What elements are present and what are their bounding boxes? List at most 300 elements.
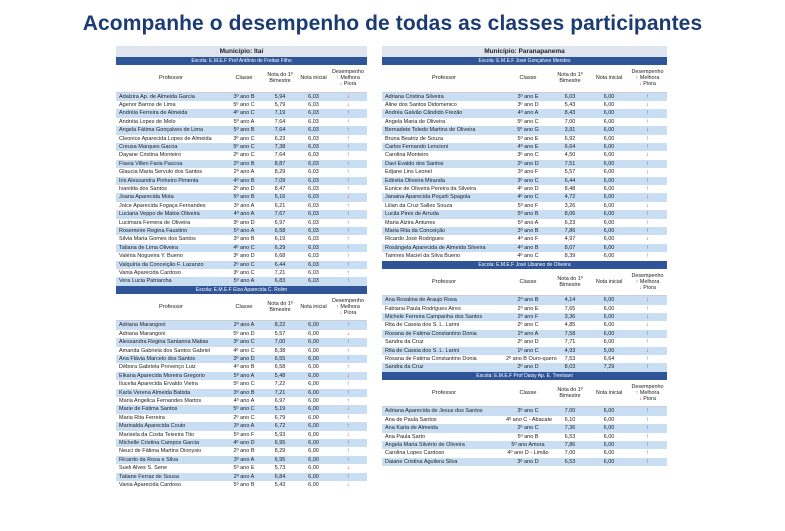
performance-cell xyxy=(628,135,667,143)
performance-cell xyxy=(628,296,667,305)
arrow-up-icon: ↑ xyxy=(346,414,350,421)
legend-piora xyxy=(628,396,667,402)
class-name: 3º ano F xyxy=(517,169,539,176)
table-row xyxy=(382,363,667,371)
table-row xyxy=(382,313,667,321)
header-nota-inicial: Nota inicial xyxy=(298,65,329,92)
grade-first-bimester: 6,19 xyxy=(274,236,286,243)
grade-initial: 6,00 xyxy=(590,160,628,168)
grade-first-bimester: 4,97 xyxy=(564,236,576,243)
performance-cell xyxy=(628,210,667,218)
arrow-up-icon: ↑ xyxy=(646,185,649,192)
grade-first-bimester: 6,53 xyxy=(550,458,590,466)
grade-first-bimester: 7,38 xyxy=(262,143,298,151)
class-name: 3º ano D xyxy=(226,355,262,363)
page-title: Acompanhe o desempenho de todas as classes participantes xyxy=(82,12,703,35)
grade-initial: 6,03 xyxy=(308,135,319,142)
teacher-name: Lilian da Cruz Salles Souza xyxy=(385,202,453,209)
grade-initial: 6,00 xyxy=(590,441,628,449)
class-name: 2º ano B xyxy=(226,160,262,168)
performance-cell xyxy=(329,277,367,285)
legend-piora xyxy=(329,81,367,87)
grade-initial: 6,00 xyxy=(590,109,628,117)
teacher-name: Sandra da Cruz xyxy=(382,363,506,371)
grade-first-bimester: 5,94 xyxy=(262,92,298,101)
arrow-down-icon: ↓ xyxy=(346,330,350,337)
class-name: 5º ano C xyxy=(233,381,255,388)
arrow-up-icon: ↑ xyxy=(646,339,649,346)
grade-initial: 6,00 xyxy=(298,321,329,330)
performance-cell xyxy=(329,185,367,193)
performance-cell xyxy=(329,227,367,235)
table-row xyxy=(382,305,667,313)
teacher-name: Adriana Cristina Silveira xyxy=(382,92,506,101)
class-name: 2º ano A xyxy=(506,330,550,338)
grade-initial: 6,00 xyxy=(603,152,615,159)
teacher-name: Ana Rosalina de Araujo Rosa xyxy=(382,296,506,305)
performance-cell xyxy=(628,407,667,416)
arrow-down-icon: ↓ xyxy=(646,236,649,243)
class-name: 4º ano B xyxy=(506,244,550,252)
performance-cell xyxy=(329,193,367,201)
teacher-name: Rosana de Fatima Constantino Donia xyxy=(382,330,506,338)
class-name: 4º ano A xyxy=(233,398,255,404)
class-name: 2º ano D xyxy=(506,160,550,168)
arrow-up-icon: ↑ xyxy=(646,458,649,465)
grade-initial: 6,00 xyxy=(590,458,628,466)
table-row xyxy=(116,481,367,489)
arrow-up-icon: ↑ xyxy=(635,278,640,285)
teacher-name: Neuci de Fátima Martins Dionysio xyxy=(119,448,202,455)
grade-initial: 5,00 xyxy=(590,347,628,355)
legend-piora-label: Piora xyxy=(343,81,357,88)
teacher-name: Adriana Marangoni xyxy=(119,330,166,337)
class-name: 5º ano C xyxy=(233,101,255,108)
teacher-name: Janaina Aparecida Poçarli Spagola xyxy=(382,193,506,201)
performance-cell xyxy=(329,118,367,126)
teacher-name: Amanda Gabriela dos Santos Gabriel xyxy=(119,347,211,354)
teacher-name: Débora Gabriela Provenço Luiz xyxy=(119,364,196,371)
table-row xyxy=(382,219,667,227)
header-professor: Professor xyxy=(116,294,226,321)
teacher-name: Angela Fátima Gonçalves de Lima xyxy=(116,126,226,134)
class-name: 2º ano A xyxy=(226,473,262,481)
teacher-name: Carolina Monteiro xyxy=(385,152,429,159)
performance-cell xyxy=(628,252,667,260)
grade-initial: 6,00 xyxy=(590,177,628,185)
arrow-up-icon: ↑ xyxy=(646,305,649,312)
teacher-name: Sueli Alves S. Sene xyxy=(119,465,168,472)
legend-melhora-label: Melhora xyxy=(639,75,660,82)
arrow-up-icon: ↑ xyxy=(646,330,649,337)
table-row xyxy=(116,321,367,330)
teacher-name: Aline dos Santos Didomenico xyxy=(385,101,457,108)
arrow-up-icon: ↑ xyxy=(646,143,649,150)
arrow-up-icon: ↑ xyxy=(346,398,350,404)
grade-first-bimester: 6,58 xyxy=(274,364,286,371)
class-name: 2º ano B xyxy=(506,296,550,305)
grade-first-bimester: 6,55 xyxy=(262,355,298,363)
right-column xyxy=(382,46,667,466)
arrow-up-icon: ↑ xyxy=(346,211,350,218)
grade-initial: 6,03 xyxy=(298,261,329,269)
performance-cell xyxy=(329,151,367,159)
table-row xyxy=(382,185,667,193)
arrow-up-icon: ↑ xyxy=(646,228,649,234)
grade-initial: 6,00 xyxy=(603,135,615,142)
table-row xyxy=(382,210,667,218)
arrow-up-icon: ↑ xyxy=(346,135,350,142)
table-row xyxy=(116,269,367,277)
header-nota-inicial: Nota inicial xyxy=(590,269,628,296)
grade-first-bimester: 8,43 xyxy=(550,109,590,117)
performance-cell xyxy=(329,464,367,472)
performance-cell xyxy=(628,355,667,363)
grade-first-bimester: 6,21 xyxy=(274,202,286,209)
class-name: 5º ano B xyxy=(506,210,550,218)
grade-initial: 6,00 xyxy=(590,244,628,252)
table-row xyxy=(116,185,367,193)
class-name: 3º ano C xyxy=(506,177,550,185)
grade-initial: 6,00 xyxy=(590,407,628,416)
table-row xyxy=(116,439,367,447)
grade-initial: 6,03 xyxy=(308,101,319,108)
legend-piora xyxy=(628,285,667,291)
table-row xyxy=(382,330,667,338)
header-classe: Classe xyxy=(226,65,262,92)
class-name: 4º ano C - Abacate xyxy=(506,416,553,423)
arrow-up-icon: ↑ xyxy=(346,244,350,251)
class-name: 4º ano D xyxy=(517,185,539,192)
legend-melhora-label: Melhora xyxy=(639,390,660,397)
grade-initial: 6,03 xyxy=(298,244,329,252)
performance-cell xyxy=(628,151,667,159)
grade-initial: 6,03 xyxy=(298,92,329,101)
grade-initial: 6,00 xyxy=(603,450,615,457)
header-desempenho-label: Desempenho xyxy=(631,69,664,76)
performance-table xyxy=(382,269,667,372)
grade-first-bimester: 7,53 xyxy=(564,355,576,362)
class-name: 5º ano C xyxy=(226,405,262,413)
grade-first-bimester: 8,06 xyxy=(550,210,590,218)
table-row xyxy=(382,244,667,252)
teacher-name: Ana de Paula Santos xyxy=(385,416,437,423)
grade-first-bimester: 3,26 xyxy=(564,202,576,209)
performance-cell xyxy=(628,109,667,117)
arrow-up-icon: ↑ xyxy=(646,416,649,423)
performance-cell xyxy=(329,321,367,330)
table-row xyxy=(382,407,667,416)
grade-first-bimester: 6,92 xyxy=(564,135,576,142)
grade-initial: 6,00 xyxy=(308,381,319,388)
teacher-name: Marinalda Aparecida Couto xyxy=(116,422,226,430)
grade-first-bimester: 7,00 xyxy=(550,407,590,416)
grade-first-bimester: 5,73 xyxy=(274,465,286,472)
table-row xyxy=(382,433,667,441)
arrow-down-icon: ↓ xyxy=(346,482,350,489)
grade-first-bimester: 7,51 xyxy=(550,160,590,168)
table-row xyxy=(382,202,667,210)
arrow-down-icon: ↓ xyxy=(346,194,350,201)
table-row xyxy=(382,321,667,329)
header-desempenho xyxy=(628,269,667,296)
arrow-up-icon: ↑ xyxy=(646,118,649,125)
table-row xyxy=(382,160,667,168)
teacher-name: Davi Evaldo dos Santos xyxy=(382,160,506,168)
arrow-up-icon: ↑ xyxy=(646,160,649,167)
class-name: 2º ano C xyxy=(517,322,539,329)
arrow-up-icon: ↑ xyxy=(346,169,350,176)
teacher-name: Edinéia Oliveira Miranda xyxy=(382,177,506,185)
teacher-name: Iris Alessandra Pinheiro Pimenta xyxy=(116,177,226,185)
class-name: 3º ano B xyxy=(226,389,262,397)
performance-cell xyxy=(628,185,667,193)
teacher-name: Elkana Aparecida Moreira Gregorio xyxy=(116,372,226,380)
performance-cell xyxy=(628,305,667,313)
grade-first-bimester: 8,29 xyxy=(274,448,286,455)
grade-first-bimester: 7,64 xyxy=(274,118,286,125)
grade-first-bimester: 7,67 xyxy=(262,210,298,218)
grade-initial: 6,00 xyxy=(590,313,628,321)
performance-cell xyxy=(628,202,667,210)
table-row xyxy=(116,380,367,388)
performance-cell xyxy=(329,330,367,338)
table-row xyxy=(382,449,667,457)
table-row xyxy=(116,389,367,397)
teacher-name: Angela Maria Silvério de Oliveira xyxy=(382,441,506,449)
class-name: 2º ano D xyxy=(506,363,550,371)
grade-first-bimester: 7,64 xyxy=(262,126,298,134)
table-row xyxy=(116,126,367,134)
table-row xyxy=(382,168,667,176)
arrow-up-icon: ↑ xyxy=(346,381,350,388)
performance-cell xyxy=(329,380,367,388)
class-name: 4º ano C xyxy=(226,109,262,117)
grade-initial: 6,00 xyxy=(603,322,615,329)
table-row xyxy=(382,355,667,363)
legend-piora-label: Piora xyxy=(643,284,656,291)
arrow-up-icon: ↑ xyxy=(346,160,350,167)
header-desempenho xyxy=(329,65,367,92)
performance-cell xyxy=(628,424,667,432)
arrow-down-icon: ↓ xyxy=(646,101,649,108)
grade-first-bimester: 6,10 xyxy=(564,416,576,423)
teacher-name: Lucila Pires de Arruda xyxy=(382,210,506,218)
header-professor: Professor xyxy=(116,65,226,92)
grade-first-bimester: 6,58 xyxy=(262,227,298,235)
table-row xyxy=(116,235,367,243)
table-row xyxy=(116,338,367,346)
performance-cell xyxy=(628,433,667,441)
grade-first-bimester: 3,36 xyxy=(550,313,590,321)
grade-initial: 6,03 xyxy=(308,270,319,277)
performance-cell xyxy=(628,313,667,321)
table-row xyxy=(116,261,367,269)
grade-initial: 6,64 xyxy=(603,355,615,362)
school-header: Escola: E.M.E.F Prof Daisy Ap. E. Trevisani xyxy=(382,372,667,380)
class-name: 5º ano F xyxy=(233,431,255,438)
grade-first-bimester: 6,29 xyxy=(262,244,298,252)
grade-first-bimester: 7,21 xyxy=(262,389,298,397)
table-row xyxy=(116,135,367,143)
performance-cell xyxy=(329,363,367,371)
arrow-up-icon: ↑ xyxy=(646,408,649,415)
class-name: 3º ano B xyxy=(226,92,262,101)
performance-cell xyxy=(329,168,367,176)
performance-cell xyxy=(628,338,667,346)
grade-first-bimester: 8,07 xyxy=(550,244,590,252)
class-name: 4º ano B xyxy=(226,177,262,185)
grade-first-bimester: 3,91 xyxy=(550,126,590,134)
grade-first-bimester: 5,43 xyxy=(274,482,286,489)
grade-first-bimester: 7,64 xyxy=(274,152,286,159)
performance-cell xyxy=(628,347,667,355)
table-row xyxy=(382,118,667,126)
grade-first-bimester: 7,00 xyxy=(262,338,298,346)
table-row xyxy=(116,473,367,481)
arrow-up-icon: ↑ xyxy=(646,135,649,142)
arrow-down-icon: ↓ xyxy=(646,322,649,329)
grade-first-bimester: 8,38 xyxy=(274,347,286,354)
performance-cell xyxy=(329,219,367,227)
grade-first-bimester: 6,72 xyxy=(262,422,298,430)
performance-cell xyxy=(329,473,367,481)
grade-first-bimester: 6,83 xyxy=(262,277,298,285)
teacher-name: Luciana Veppo de Matos Oliveira xyxy=(116,210,226,218)
performance-table xyxy=(382,380,667,466)
arrow-up-icon: ↑ xyxy=(646,355,649,362)
class-name: 3º ano C xyxy=(517,152,539,159)
arrow-up-icon: ↑ xyxy=(635,390,640,397)
teacher-name: Andréia Ferreira de Almeida xyxy=(116,109,226,117)
teacher-name: Silvia Maria Gomes dos Santos xyxy=(119,236,196,243)
grade-initial: 6,03 xyxy=(298,177,329,185)
class-name: 3º ano E xyxy=(506,92,550,101)
grade-first-bimester: 7,21 xyxy=(274,270,286,277)
grade-initial: 6,03 xyxy=(308,202,319,209)
arrow-up-icon: ↑ xyxy=(346,219,350,226)
teacher-name: Valéria Nogueira Y. Bueno xyxy=(119,253,183,260)
teacher-name: Edjane Lins Leonel xyxy=(385,169,432,176)
arrow-up-icon: ↑ xyxy=(346,253,350,260)
arrow-up-icon: ↑ xyxy=(346,118,350,125)
header-desempenho xyxy=(329,294,367,321)
teacher-name: Lucimara Ferreira de Oliveira xyxy=(119,219,191,226)
class-name: 5º ano B xyxy=(226,126,262,134)
arrow-up-icon: ↑ xyxy=(346,440,350,447)
performance-cell xyxy=(628,193,667,201)
grade-initial: 6,00 xyxy=(590,424,628,432)
performance-cell xyxy=(329,405,367,413)
grade-initial: 6,00 xyxy=(308,448,319,455)
grade-initial: 6,00 xyxy=(590,143,628,151)
arrow-up-icon: ↑ xyxy=(346,448,350,455)
performance-cell xyxy=(628,177,667,185)
performance-cell xyxy=(329,109,367,117)
class-name: 3º ano A xyxy=(226,422,262,430)
class-name: 3º ano C xyxy=(233,270,255,277)
teacher-name: Fabiana Paula Rodrigues Aires xyxy=(385,305,461,312)
class-name: 5º ano B xyxy=(517,433,539,440)
class-name: 3º ano B xyxy=(233,236,255,243)
teacher-name: Joana Aparecida Mota xyxy=(116,193,226,201)
grade-initial: 6,00 xyxy=(603,169,615,176)
arrow-up-icon: ↑ xyxy=(346,473,350,480)
performance-cell xyxy=(628,227,667,235)
table-row xyxy=(382,235,667,243)
table-row xyxy=(116,219,367,227)
arrow-up-icon: ↑ xyxy=(646,253,649,260)
table-row xyxy=(382,177,667,185)
arrow-down-icon: ↓ xyxy=(639,284,644,291)
grade-first-bimester: 8,39 xyxy=(564,253,576,260)
grade-initial: 6,00 xyxy=(298,473,329,481)
class-name: 3º ano D xyxy=(517,101,539,108)
grade-first-bimester: 7,22 xyxy=(274,381,286,388)
grade-initial: 6,03 xyxy=(298,210,329,218)
class-name: 3º ano A xyxy=(226,456,262,464)
arrow-down-icon: ↓ xyxy=(646,347,649,354)
teacher-name: Bruna Beatriz de Souza xyxy=(385,135,444,142)
grade-first-bimester: 4,14 xyxy=(550,296,590,305)
grade-initial: 6,00 xyxy=(308,431,319,438)
performance-cell xyxy=(628,363,667,371)
grade-first-bimester: 6,03 xyxy=(550,92,590,101)
arrow-up-icon: ↑ xyxy=(646,244,649,251)
grade-initial: 6,00 xyxy=(603,101,615,108)
performance-cell xyxy=(628,143,667,151)
legend-melhora-label: Melhora xyxy=(340,75,360,82)
header-nota-inicial: Nota inicial xyxy=(590,65,628,92)
table-row xyxy=(116,397,367,405)
arrow-up-icon: ↑ xyxy=(346,202,350,209)
teacher-name: Rosângela Aparecida de Almeida Silveira xyxy=(382,244,506,252)
arrow-down-icon: ↓ xyxy=(346,431,350,438)
grade-first-bimester: 6,23 xyxy=(274,135,286,142)
grade-first-bimester: 8,87 xyxy=(262,160,298,168)
teacher-name: Maria Alzira Antunes xyxy=(385,219,436,226)
arrow-down-icon: ↓ xyxy=(346,93,350,100)
performance-table xyxy=(116,294,367,490)
class-name: 5º ano E xyxy=(517,135,539,142)
teacher-name: Bernadete Toledo Martins de Oliveira xyxy=(382,126,506,134)
class-name: 3º ano D xyxy=(233,253,255,260)
class-name: 5º ano Amora xyxy=(506,441,550,449)
grade-initial: 6,00 xyxy=(308,364,319,371)
class-name: 5º ano A xyxy=(226,372,262,380)
grade-first-bimester: 7,19 xyxy=(262,109,298,117)
performance-cell xyxy=(628,160,667,168)
arrow-up-icon: ↑ xyxy=(646,93,649,100)
class-name: 5º ano B xyxy=(226,193,262,201)
grade-initial: 6,00 xyxy=(590,193,628,201)
grade-first-bimester: 7,65 xyxy=(564,305,576,312)
class-name: 3º ano A xyxy=(233,202,255,209)
class-name: 4º ano C xyxy=(517,253,539,260)
grade-initial: 6,00 xyxy=(298,355,329,363)
grade-first-bimester: 8,29 xyxy=(274,169,286,176)
grade-first-bimester: 6,95 xyxy=(262,439,298,447)
teacher-name: Valquíria da Conceição F. Lazanzo xyxy=(116,261,226,269)
teacher-name: Vania Aparecida Cardoso xyxy=(119,482,181,489)
header-nota: Nota do 1º Bimestre xyxy=(550,65,590,92)
arrow-down-icon: ↓ xyxy=(346,101,350,108)
class-name: 5º ano A xyxy=(233,118,255,125)
class-name: 5º ano C xyxy=(517,118,539,125)
teacher-name: Maria Rita Ferreira xyxy=(119,414,165,421)
performance-cell xyxy=(329,481,367,489)
arrow-up-icon: ↑ xyxy=(646,425,649,432)
